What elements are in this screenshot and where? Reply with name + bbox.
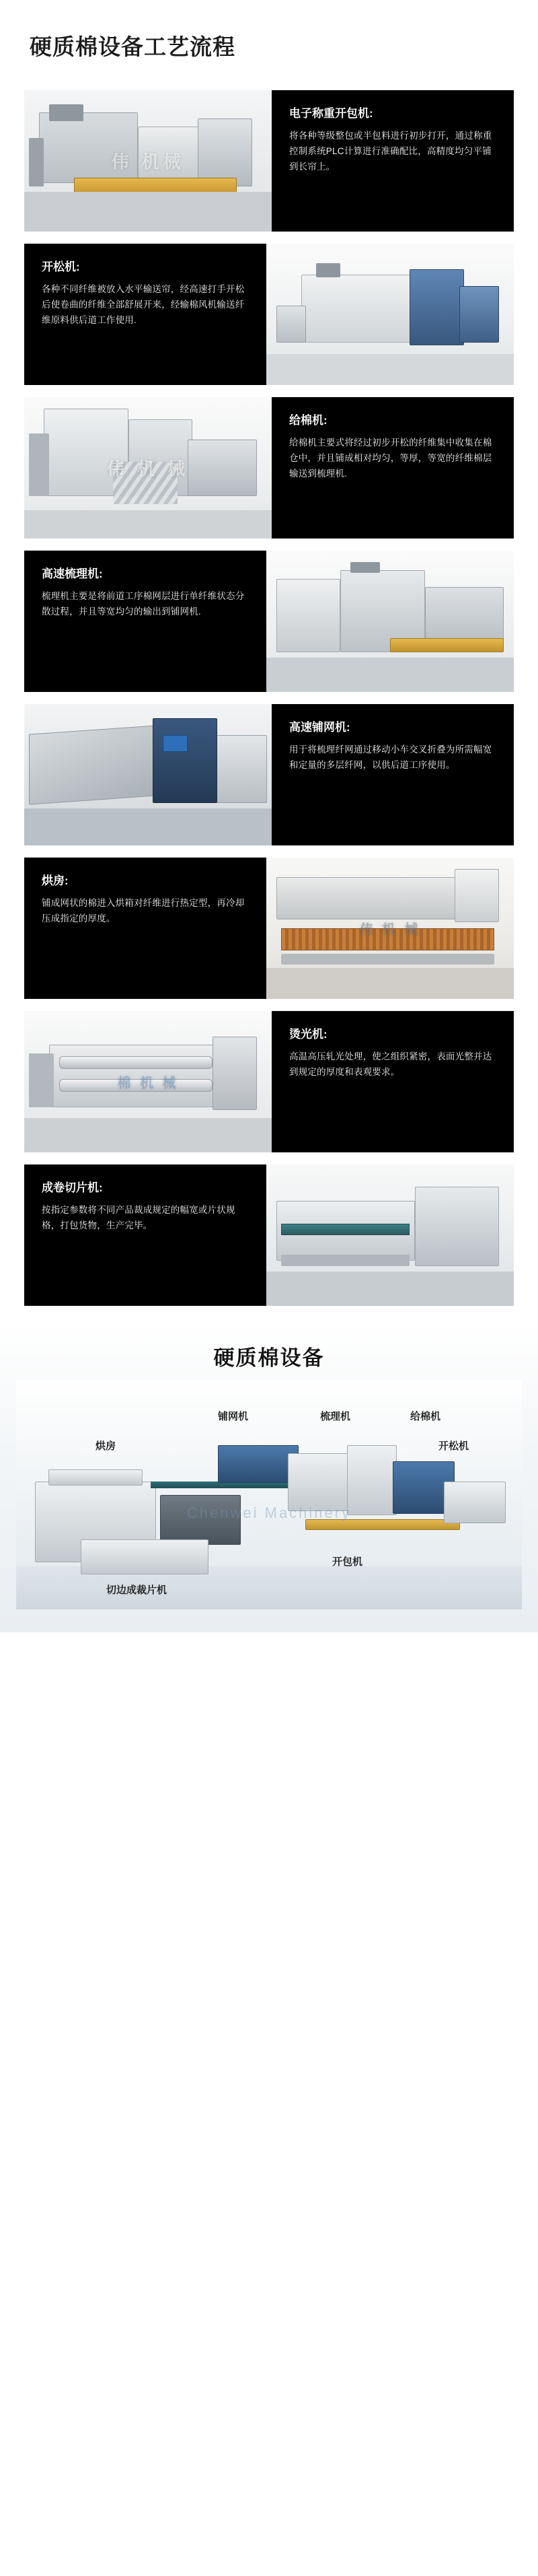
- overview-label-carding: 梳理机: [320, 1410, 351, 1422]
- section-heading: 成卷切片机:: [42, 1181, 103, 1194]
- machine-photo-cotton-feeder: [24, 397, 272, 538]
- section-heading: 给棉机:: [289, 413, 328, 427]
- section-heading: 开松机:: [42, 260, 80, 273]
- section-text: [24, 858, 266, 999]
- overview-label-lapper: 铺网机: [218, 1410, 249, 1422]
- process-flow-page: [0, 15, 538, 1632]
- overview-trim-cutter-shape: [81, 1539, 208, 1574]
- overview-diagram: [16, 1381, 522, 1609]
- overview-label-oven: 烘房: [95, 1440, 116, 1452]
- photo-watermark: 伟 机 械: [359, 922, 421, 938]
- overview-oven-top-shape: [48, 1469, 143, 1486]
- section-text: [272, 1011, 514, 1152]
- section-row: [24, 90, 514, 232]
- section-row: [24, 397, 514, 538]
- section-heading: 高速铺网机:: [289, 720, 350, 734]
- machine-photo-weighing-baling: [24, 90, 272, 232]
- photo-watermark: 伟 机 械: [106, 458, 190, 479]
- section-heading: 烘房:: [42, 874, 69, 887]
- section-body: 高温高压轧光处理，使之组织紧密，表面光整并达到规定的厚度和表观要求。: [289, 1051, 492, 1078]
- sections-list: [0, 90, 538, 1306]
- overview-title: 硬质棉设备: [213, 1346, 325, 1370]
- overview-label-feeder: 给棉机: [410, 1410, 441, 1422]
- section-row: [24, 244, 514, 385]
- machine-photo-carding: [266, 551, 514, 692]
- overview-label-trim-cutter: 切边成裁片机: [106, 1584, 167, 1596]
- overview-lapper-shape: [218, 1445, 299, 1483]
- section-text: [24, 551, 266, 692]
- overview-baler-shape: [444, 1482, 506, 1523]
- section-heading: 电子称重开包机:: [289, 106, 373, 120]
- section-body: 按指定参数将不同产品裁成规定的幅宽或片状规格，打包货物，生产完毕。: [42, 1204, 235, 1231]
- overview-watermark: Chenwei Machinery: [186, 1504, 352, 1521]
- section-body: 将各种等级整包或半包料进行初步打开，通过称重控制系统PLC计算进行准确配比，高精度均匀平铺到长帘上。: [289, 130, 492, 172]
- section-row: [24, 858, 514, 999]
- section-text: [272, 90, 514, 232]
- section-body: 铺成网状的棉进入烘箱对纤维进行热定型，再冷却压成指定的厚度。: [42, 897, 245, 924]
- section-heading: 高速梳理机:: [42, 567, 103, 580]
- photo-watermark: 棉 机 械: [117, 1076, 179, 1091]
- overview-feeder-shape: [347, 1445, 397, 1515]
- overview-carding-shape: [288, 1453, 350, 1511]
- section-body: 各种不同纤维被放入水平输送帘，经高速打手开松后使卷曲的纤维全部舒展开来，经输棉风机输送纤维原料供后道工作使用.: [42, 283, 245, 326]
- overview-label-opener: 开松机: [438, 1440, 469, 1452]
- section-body: 梳理机主要是将前道工序棉网层进行单纤维状态分散过程，并且等宽均匀的输出到铺网机.: [42, 590, 245, 617]
- page-title: 硬质棉设备工艺流程: [30, 34, 235, 60]
- section-body: 给棉机主要式将经过初步开松的纤维集中收集在棉仓中，并且铺成相对均匀，等厚，等宽的纤维棉层输送到梳理机.: [289, 437, 492, 479]
- section-text: [272, 397, 514, 538]
- overview-label-baler: 开包机: [332, 1556, 363, 1568]
- machine-photo-lapper: [24, 704, 272, 845]
- overview-block: [0, 1323, 538, 1632]
- machine-photo-oven: [266, 858, 514, 999]
- section-row: [24, 1164, 514, 1306]
- machine-photo-winder-cutter: [266, 1164, 514, 1306]
- machine-photo-calender: [24, 1011, 272, 1152]
- section-text: [24, 244, 266, 385]
- section-row: [24, 551, 514, 692]
- section-row: [24, 704, 514, 845]
- machine-photo-opener: [266, 244, 514, 385]
- section-body: 用于将梳理纤网通过移动小车交叉折叠为所需幅宽和定量的多层纤网，以供后道工序使用。: [289, 744, 492, 771]
- section-heading: 烫光机:: [289, 1027, 328, 1041]
- photo-watermark: 伟 机械: [111, 151, 185, 172]
- section-text: [272, 704, 514, 845]
- section-text: [24, 1164, 266, 1306]
- section-row: [24, 1011, 514, 1152]
